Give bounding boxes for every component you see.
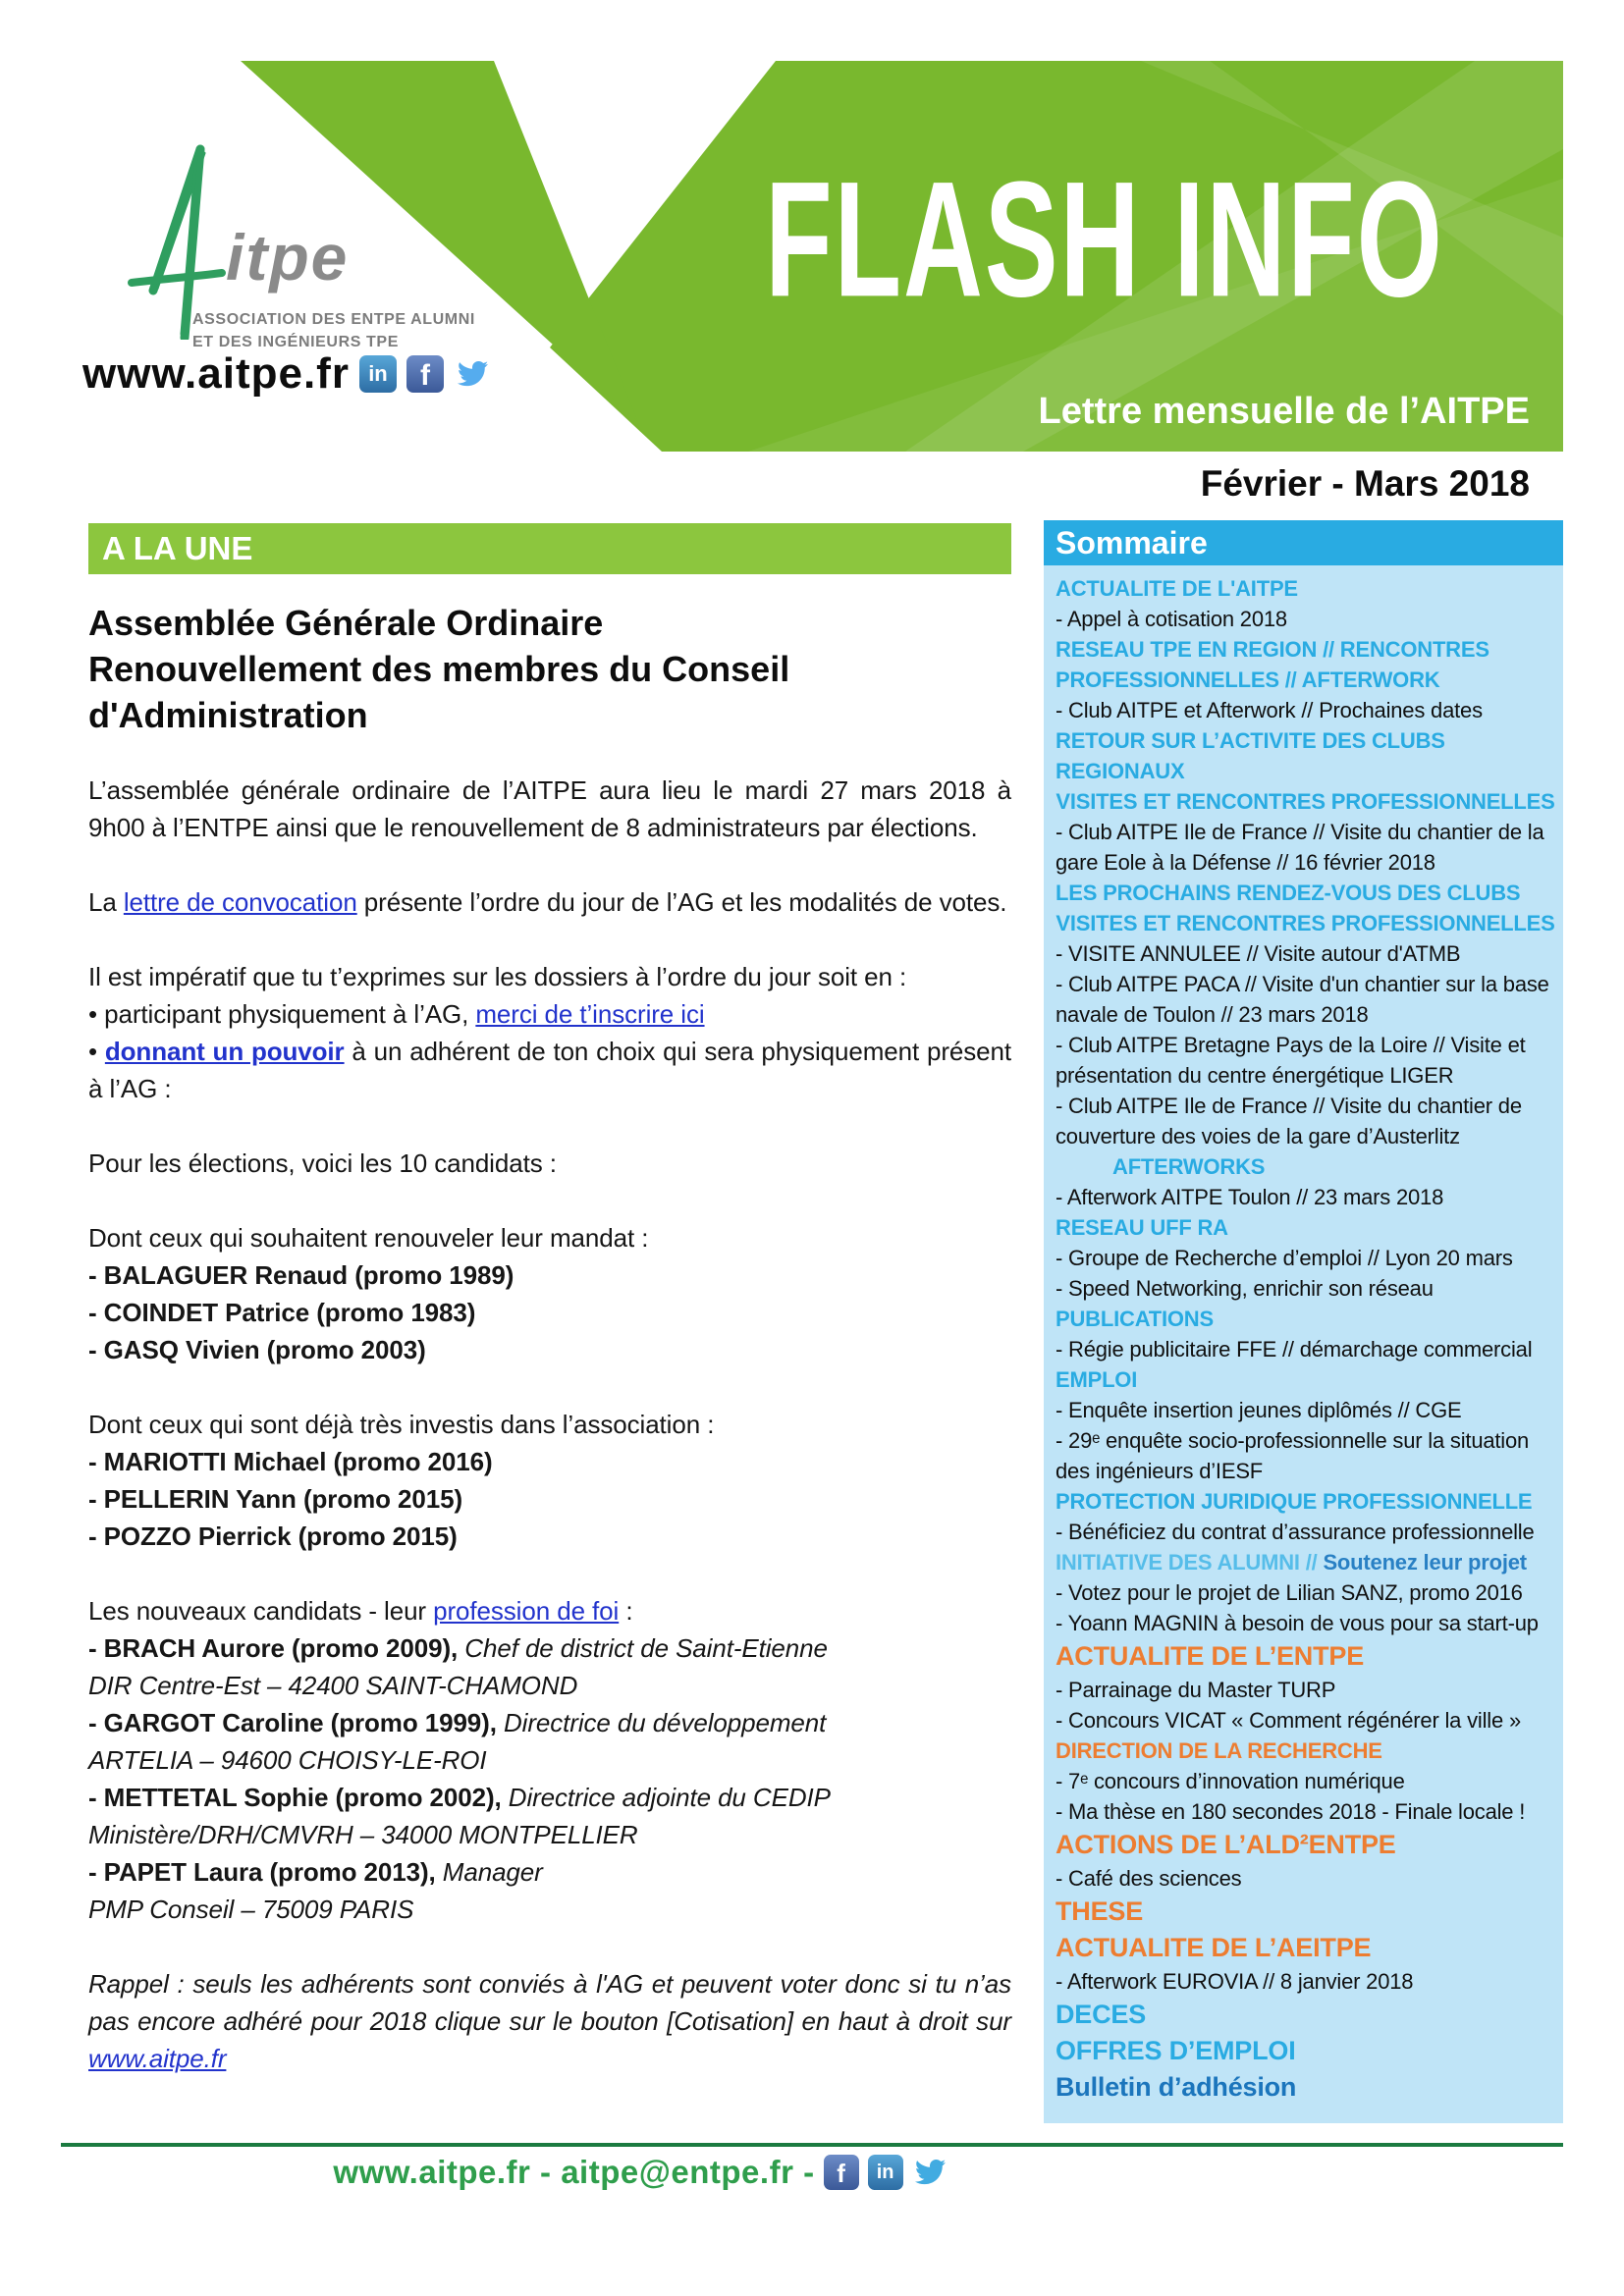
sommaire-heading: ACTUALITE DE L’ENTPE — [1056, 1641, 1365, 1671]
sommaire-heading: DECES — [1056, 2000, 1147, 2029]
sommaire-heading: RESEAU TPE EN REGION // RENCONTRES PROFESSIONNELLES // AFTERWORK — [1056, 637, 1489, 692]
paragraph: Dont ceux qui souhaitent renouveler leur mandat : — [88, 1223, 649, 1253]
sommaire-item: - Club AITPE et Afterwork // Prochaines dates — [1056, 698, 1483, 722]
sommaire-heading: LES PROCHAINS RENDEZ-VOUS DES CLUBS — [1056, 881, 1521, 905]
sommaire-item: - Club AITPE Ile de France // Visite du chantier de couverture des voies de la gare d’Austerlitz — [1056, 1094, 1522, 1148]
sommaire-item: - Parrainage du Master TURP — [1056, 1678, 1336, 1702]
candidate-line: - BALAGUER Renaud (promo 1989) — [88, 1260, 514, 1290]
logo-caption-line1: ASSOCIATION DES ENTPE ALUMNI — [192, 311, 475, 328]
sommaire-heading-run: Soutenez leur projet — [1323, 1550, 1527, 1575]
sommaire-list — [1044, 565, 1563, 2123]
sommaire-heading — [1056, 1547, 1555, 1577]
footer-divider — [61, 2143, 1563, 2147]
text-run: : — [619, 1596, 633, 1626]
paragraph: L’assemblée générale ordinaire de l’AITPE aura lieu le mardi 27 mars 2018 à 9h00 à l’ENTPE ainsi que le renouvellement de 8 administrateurs par élections. — [88, 775, 1011, 842]
candidate-org: PMP Conseil – 75009 PARIS — [88, 1895, 414, 1924]
sommaire-heading: Bulletin d’adhésion — [1056, 2072, 1297, 2102]
candidate-role: Directrice du développement — [496, 1708, 827, 1737]
paragraph — [88, 883, 1011, 921]
sommaire-heading: PROTECTION JURIDIQUE PROFESSIONNELLE — [1056, 1489, 1533, 1514]
candidate-line: - PELLERIN Yann (promo 2015) — [88, 1484, 463, 1514]
sommaire-heading-run: INITIATIVE DES ALUMNI // — [1056, 1550, 1324, 1575]
main-article — [88, 523, 1011, 2077]
sommaire-item: - Afterwork EUROVIA // 8 janvier 2018 — [1056, 1969, 1414, 1994]
sommaire-heading: DIRECTION DE LA RECHERCHE — [1056, 1738, 1382, 1763]
candidate-line: - POZZO Pierrick (promo 2015) — [88, 1522, 458, 1551]
sommaire-heading: THESE — [1056, 1896, 1144, 1926]
paragraph: Il est impératif que tu t’exprimes sur les dossiers à l’ordre du jour soit en : — [88, 962, 907, 991]
sommaire-heading: ACTUALITE DE L’AEITPE — [1056, 1933, 1372, 1962]
a-la-une-bar — [88, 523, 1011, 574]
sommaire-item: - Speed Networking, enrichir son réseau — [1056, 1276, 1434, 1301]
sommaire-heading: PUBLICATIONS — [1056, 1307, 1214, 1331]
sommaire-item: - Club AITPE Bretagne Pays de la Loire // Visite et présentation du centre énergétique LIGER — [1056, 1033, 1526, 1088]
inscription-link[interactable]: merci de t’inscrire ici — [475, 999, 705, 1029]
candidate-role: Directrice adjointe du CEDIP — [501, 1783, 831, 1812]
sommaire-sidebar — [1044, 520, 1563, 2123]
candidate-org: ARTELIA – 94600 CHOISY-LE-ROI — [88, 1745, 487, 1775]
paragraph — [88, 1592, 1011, 1629]
sommaire-heading: ACTUALITE DE L'AITPE — [1056, 576, 1298, 601]
candidate-name: - METTETAL Sophie (promo 2002), — [88, 1783, 502, 1812]
candidate-line — [88, 1704, 1011, 1741]
sommaire-heading: RETOUR SUR L’ACTIVITE DES CLUBS REGIONAUX — [1056, 728, 1445, 783]
sommaire-heading: OFFRES D’EMPLOI — [1056, 2036, 1296, 2065]
twitter-icon[interactable] — [454, 355, 491, 393]
sommaire-item: - Votez pour le projet de Lilian SANZ, promo 2016 — [1056, 1580, 1523, 1605]
candidate-line: - GASQ Vivien (promo 2003) — [88, 1335, 426, 1364]
sommaire-item: - Ma thèse en 180 secondes 2018 - Finale locale ! — [1056, 1799, 1526, 1824]
profession-de-foi-link[interactable]: profession de foi — [433, 1596, 620, 1626]
text-run: La — [88, 887, 124, 917]
text-run: à un adhérent de ton choix qui sera physiquement présent à l’AG : — [88, 1037, 1011, 1103]
banner-title: FLASH INFO — [765, 147, 1444, 333]
candidate-org: DIR Centre-Est – 42400 SAINT-CHAMOND — [88, 1671, 578, 1700]
article-title-line1: Assemblée Générale Ordinaire — [88, 603, 604, 643]
sommaire-item: - Appel à cotisation 2018 — [1056, 607, 1287, 631]
text-run: Les nouveaux candidats - leur — [88, 1596, 434, 1626]
linkedin-icon[interactable]: in — [359, 355, 397, 393]
aitpe-website-link[interactable]: www.aitpe.fr — [88, 2044, 227, 2073]
logo-caption-line2: ET DES INGÉNIEURS TPE — [192, 334, 399, 350]
sommaire-item: - Concours VICAT « Comment régénérer la ville » — [1056, 1708, 1521, 1733]
text-run: • — [88, 1037, 105, 1066]
candidate-line — [88, 1629, 1011, 1667]
sommaire-heading: AFTERWORKS — [1112, 1154, 1266, 1179]
sommaire-item: - Régie publicitaire FFE // démarchage commercial — [1056, 1337, 1533, 1362]
rappel-paragraph — [88, 1965, 1011, 2077]
candidate-role: Manager — [435, 1857, 543, 1887]
sommaire-item: - Bénéficiez du contrat d’assurance professionnelle — [1056, 1520, 1535, 1544]
footer — [61, 2154, 1219, 2191]
candidate-line — [88, 1853, 1011, 1891]
candidate-line: - COINDET Patrice (promo 1983) — [88, 1298, 476, 1327]
footer-contact-link[interactable]: www.aitpe.fr - aitpe@entpe.fr - — [333, 2154, 815, 2190]
text-run: présente l’ordre du jour de l’AG et les modalités de votes. — [356, 887, 1007, 917]
twitter-icon[interactable] — [912, 2155, 947, 2190]
logo-caption — [192, 308, 475, 353]
sommaire-item: - Club AITPE Ile de France // Visite du chantier de la gare Eole à la Défense // 16 février 2018 — [1056, 820, 1544, 875]
sommaire-heading: VISITES ET RENCONTRES PROFESSIONNELLES — [1056, 911, 1555, 935]
pouvoir-link[interactable]: donnant un pouvoir — [104, 1037, 345, 1066]
sommaire-item: - Afterwork AITPE Toulon // 23 mars 2018 — [1056, 1185, 1444, 1209]
header-website-row — [82, 349, 491, 399]
sommaire-heading: ACTIONS DE L’ALD²ENTPE — [1056, 1830, 1396, 1859]
article-title — [88, 600, 1011, 738]
logo-wordmark: itpe — [226, 221, 350, 294]
issue-date: Février - Mars 2018 — [1200, 463, 1530, 504]
candidate-name: - PAPET Laura (promo 2013), — [88, 1857, 436, 1887]
sommaire-item: - Club AITPE PACA // Visite d'un chantier sur la base navale de Toulon // 23 mars 2018 — [1056, 972, 1549, 1027]
candidate-name: - GARGOT Caroline (promo 1999), — [88, 1708, 497, 1737]
candidate-org: Ministère/DRH/CMVRH – 34000 MONTPELLIER — [88, 1820, 638, 1849]
sommaire-item: - 7ᵉ concours d’innovation numérique — [1056, 1769, 1405, 1793]
candidate-name: - BRACH Aurore (promo 2009), — [88, 1633, 459, 1663]
sommaire-item: - Groupe de Recherche d’emploi // Lyon 20 mars — [1056, 1246, 1513, 1270]
candidate-line: - MARIOTTI Michael (promo 2016) — [88, 1447, 493, 1476]
sommaire-item: - Café des sciences — [1056, 1866, 1242, 1891]
sommaire-title: Sommaire — [1056, 525, 1208, 561]
sommaire-heading: RESEAU UFF RA — [1056, 1215, 1228, 1240]
facebook-icon[interactable]: f — [824, 2155, 859, 2190]
banner-subtitle: Lettre mensuelle de l’AITPE — [1038, 391, 1530, 432]
sommaire-header-bar — [1044, 520, 1563, 565]
candidate-line — [88, 1779, 1011, 1816]
text-run: • participant physiquement à l’AG, — [88, 999, 476, 1029]
bullet-item — [88, 1033, 1011, 1107]
sommaire-heading: EMPLOI — [1056, 1367, 1138, 1392]
text-run: Rappel : seuls les adhérents sont conviés à l'AG et peuvent voter donc si tu n’as pas encore adhéré pour 2018 clique sur le bouton [Cotisation] en haut à droit sur — [88, 1969, 1011, 2036]
convocation-link[interactable]: lettre de convocation — [123, 887, 357, 917]
bullet-item — [88, 995, 1011, 1033]
a-la-une-label: A LA UNE — [102, 530, 253, 566]
paragraph: Dont ceux qui sont déjà très investis dans l’association : — [88, 1410, 715, 1439]
candidate-role: Chef de district de Saint-Etienne — [458, 1633, 828, 1663]
header-website-text: www.aitpe.fr — [82, 349, 350, 398]
article-title-line2: Renouvellement des membres du Conseil d'Administration — [88, 649, 790, 735]
linkedin-icon[interactable]: in — [868, 2155, 903, 2190]
sommaire-item: - 29ᵉ enquête socio-professionnelle sur la situation des ingénieurs d’IESF — [1056, 1428, 1530, 1483]
sommaire-item: - Yoann MAGNIN à besoin de vous pour sa start-up — [1056, 1611, 1539, 1635]
paragraph: Pour les élections, voici les 10 candidats : — [88, 1148, 557, 1178]
sommaire-heading: VISITES ET RENCONTRES PROFESSIONNELLES — [1056, 789, 1555, 814]
facebook-icon[interactable]: f — [406, 355, 444, 393]
sommaire-item: - Enquête insertion jeunes diplômés // CGE — [1056, 1398, 1462, 1422]
sommaire-item: - VISITE ANNULEE // Visite autour d'ATMB — [1056, 941, 1461, 966]
